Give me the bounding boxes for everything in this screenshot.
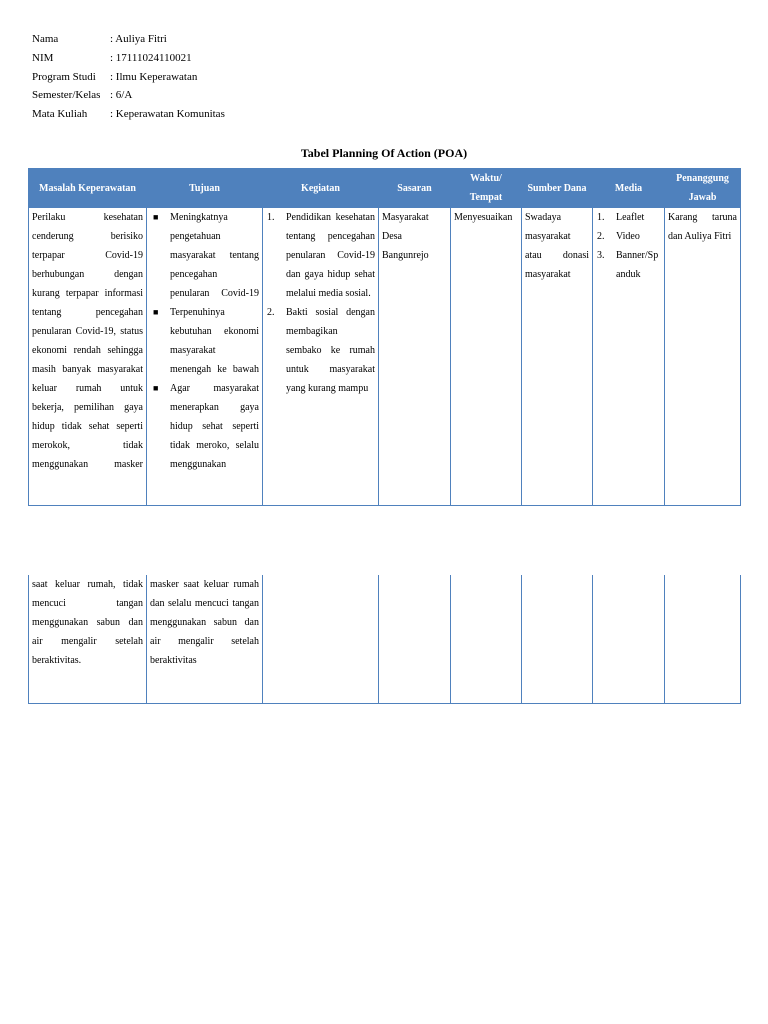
cell-media [593,208,665,506]
info-row-semester-kelas [32,86,225,105]
info-label: Semester/Kelas [32,89,101,102]
cell-sumber [522,575,593,703]
info-row-nama [32,30,225,49]
header-waktu: Waktu/ Tempat [451,169,522,208]
header-tujuan: Tujuan [147,169,263,208]
poa-table [28,168,741,506]
cell-penanggung: Karang taruna dan Auliya Fitri [665,208,741,506]
info-value: : Keperawatan Komunitas [110,108,225,121]
cell-sumber: Swadaya masyarakat atau donasi masyarakat [522,208,593,506]
cell-waktu [451,575,522,703]
cell-penanggung [665,575,741,703]
header-penanggung: Penanggung Jawab [665,169,741,208]
cell-kegiatan [263,575,379,703]
cell-media [593,575,665,703]
student-info [32,30,225,124]
table-row [29,575,741,703]
square-bullet-icon: ■ [153,212,159,222]
cell-masalah: saat keluar rumah, tidak mencuci tangan menggunakan sabun dan air mengalir setelah beraktivitas. [29,575,147,703]
cell-tujuan: masker saat keluar rumah dan selalu mencuci tangan menggunakan sabun dan air mengalir setelah beraktivitas [147,575,263,703]
info-value: : 6/A [110,89,133,102]
square-bullet-icon: ■ [153,383,159,393]
header-sumber: Sumber Dana [522,169,593,208]
cell-tujuan [147,208,263,506]
info-label: Nama [32,33,59,45]
list-item: 3. Banner/Spanduk [597,250,659,280]
header-kegiatan: Kegiatan [263,169,379,208]
table-row [29,208,741,506]
cell-sasaran [379,575,451,703]
poa-table-continued [28,575,741,704]
document-title: Tabel Planning Of Action (POA) [300,146,468,160]
info-label: Mata Kuliah [32,108,88,121]
info-row-mata-kuliah [32,105,225,124]
list-item: ■ Agar masyarakat menerapkan gaya hidup sehat seperti tidak meroko, selalu menggunakan [150,379,259,474]
list-item: 2. Bakti sosial dengan membagikan sembako ke rumah untuk masyarakat yang kurang mampu [267,307,375,394]
list-item: ■ Terpenuhinya kebutuhan ekonomi masyarakat menengah ke bawah [150,303,259,379]
info-value: : 17111024110021 [110,51,192,64]
cell-sasaran: Masyarakat Desa Bangunrejo [379,208,451,506]
header-media: Media [593,169,665,208]
header-sasaran: Sasaran [379,169,451,208]
info-value: : Auliya Fitri [110,33,167,45]
info-label: NIM [32,51,54,64]
cell-kegiatan [263,208,379,506]
list-item: 1. Pendidikan kesehatan tentang pencegahan penularan Covid-19 dan gaya hidup sehat melalui media sosial. [267,212,375,299]
info-row-nim [32,49,225,68]
info-value: : Ilmu Keperawatan [110,70,198,83]
list-item: 2. Video [597,231,640,242]
cell-waktu: Menyesuaikan [451,208,522,506]
table-header-row [29,169,741,208]
header-masalah: Masalah Keperawatan [29,169,147,208]
list-item: ■ Meningkatnya pengetahuan masyarakat tentang pencegahan penularan Covid-19 [150,208,259,303]
cell-masalah: Perilaku kesehatan cenderung berisiko terpapar Covid-19 berhubungan dengan kurang terpapar informasi tentang pencegahan penularan Covid-19, status ekonomi rendah sehingga masih banyak masyarakat keluar rumah untuk bekerja, pemilihan gaya hidup tidak sehat seperti merokok, tidak menggunakan masker [29,208,147,506]
info-row-program-studi [32,68,225,87]
list-item: 1. Leaflet [597,212,645,223]
square-bullet-icon: ■ [153,307,159,317]
info-label: Program Studi [32,70,96,83]
